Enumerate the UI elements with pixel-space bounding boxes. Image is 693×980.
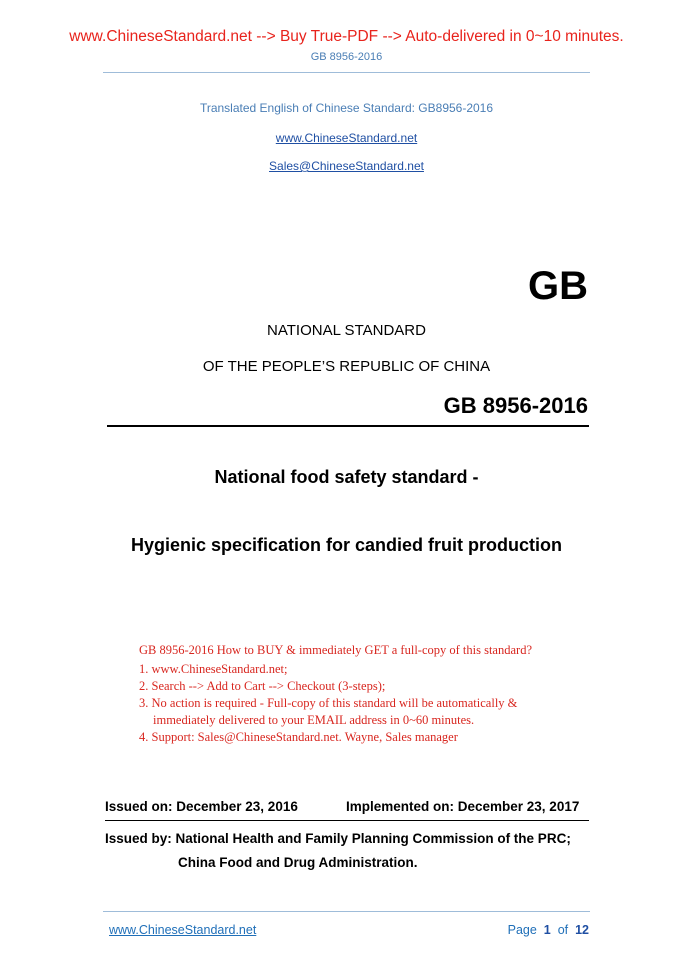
header-standard-code: GB 8956-2016	[310, 51, 383, 63]
national-standard-heading: NATIONAL STANDARD	[267, 322, 426, 339]
issued-on-date: Issued on: December 23, 2016	[105, 799, 298, 814]
footer-website-link[interactable]: www.ChineseStandard.net	[109, 923, 257, 937]
document-title-line1: National food safety standard -	[214, 467, 479, 487]
buy-info-heading: GB 8956-2016 How to BUY & immediately GET a full-copy of this standard?	[139, 643, 532, 657]
buy-info-box	[139, 642, 579, 746]
buy-step-2: 2. Search --> Add to Cart --> Checkout (3-steps);	[139, 679, 386, 693]
page-total: 12	[575, 923, 589, 937]
implemented-on-date: Implemented on: December 23, 2017	[346, 799, 580, 814]
top-banner[interactable]: www.ChineseStandard.net --> Buy True-PDF --> Auto-delivered in 0~10 minutes.	[69, 28, 624, 45]
footer-divider	[103, 911, 590, 912]
title-divider	[107, 425, 589, 427]
standard-number: GB 8956-2016	[443, 393, 588, 418]
dates-divider	[105, 820, 589, 821]
page-label: Page	[507, 923, 537, 937]
buy-step-1[interactable]: 1. www.ChineseStandard.net;	[139, 662, 288, 676]
sales-email-link[interactable]: Sales@ChineseStandard.net	[269, 159, 424, 173]
page-indicator	[508, 923, 589, 937]
issued-by-line1: Issued by: National Health and Family Planning Commission of the PRC;	[105, 831, 571, 846]
buy-step-3: 3. No action is required - Full-copy of this standard will be automatically &	[139, 696, 518, 710]
page-of: of	[557, 923, 569, 937]
buy-step-3-continued: immediately delivered to your EMAIL address in 0~60 minutes.	[153, 713, 475, 727]
document-title-line2: Hygienic specification for candied fruit production	[130, 535, 563, 555]
header-divider	[103, 72, 590, 73]
translated-note: Translated English of Chinese Standard: GB8956-2016	[199, 101, 494, 115]
website-link[interactable]: www.ChineseStandard.net	[275, 131, 418, 145]
buy-step-4: 4. Support: Sales@ChineseStandard.net. Wayne, Sales manager	[139, 730, 458, 744]
gb-mark: GB	[528, 264, 588, 308]
issued-by-line2: China Food and Drug Administration.	[178, 855, 418, 870]
republic-heading: OF THE PEOPLE’S REPUBLIC OF CHINA	[202, 358, 491, 375]
page-current: 1	[543, 923, 551, 937]
